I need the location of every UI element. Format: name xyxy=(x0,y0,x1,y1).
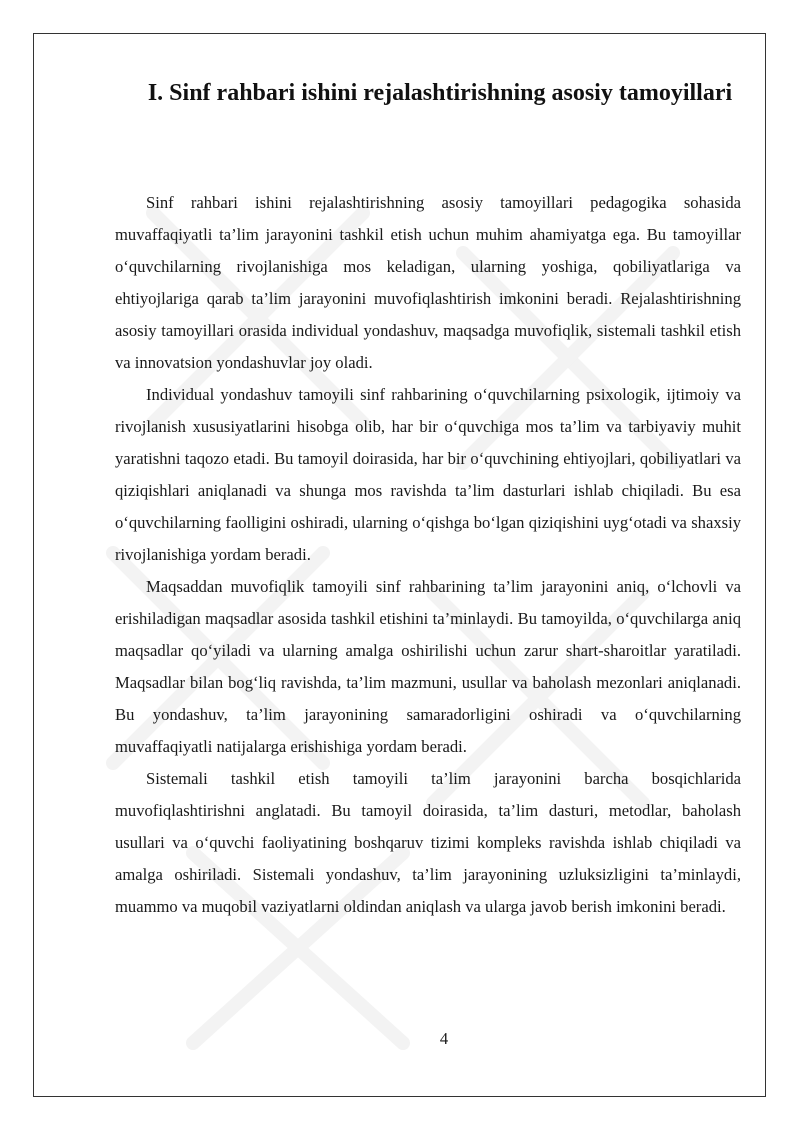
page-title: I. Sinf rahbari ishini rejalashtirishning asosiy tamoyillari xyxy=(147,80,733,106)
body-text xyxy=(115,187,741,923)
page-number: 4 xyxy=(439,1029,449,1048)
paragraph-individual-approach: Individual yondashuv tamoyili sinf rahbarining o‘quvchilarning psixologik, ijtimoiy va rivojlanish xususiyatlarini hisobga olib, har bir o‘quvchiga mos ta’lim va tarbiyaviy muhit yaratishni taqozo etadi. Bu tamoyil doirasida, har bir o‘quvchining ehtiyojlari, qobiliyatlari va qiziqishlari aniqlanadi va shunga mos ravishda ta’lim dasturlari ishlab chiqiladi. Bu esa o‘quvchilarning faolligini oshiradi, ularning o‘qishga bo‘lgan qiziqishini uyg‘otadi va shaxsiy rivojlanishiga yordam beradi. xyxy=(115,385,741,564)
paragraph-goal-alignment: Maqsaddan muvofiqlik tamoyili sinf rahbarining ta’lim jarayonini aniq, o‘lchovli va erishiladigan maqsadlar asosida tashkil etishini ta’minlaydi. Bu tamoyilda, o‘quvchilarga aniq maqsadlar qo‘yiladi va ularning amalga oshirilishi uchun zarur shart-sharoitlar yaratiladi. Maqsadlar bilan bog‘liq ravishda, ta’lim mazmuni, usullar va baholash mezonlari aniqlanadi. Bu yondashuv, ta’lim jarayonining samaradorligini oshiradi va o‘quvchilarning muvaffaqiyatli natijalarga erishishiga yordam beradi. xyxy=(115,577,741,756)
paragraph-intro: Sinf rahbari ishini rejalashtirishning asosiy tamoyillari pedagogika sohasida muvaffaqiyatli ta’lim jarayonini tashkil etish uchun muhim ahamiyatga ega. Bu tamoyillar o‘quvchilarning rivojlanishiga mos keladigan, ularning yoshiga, qobiliyatlariga va ehtiyojlariga qarab ta’lim jarayonini muvofiqlashtirish imkonini beradi. Rejalashtirishning asosiy tamoyillari orasida individual yondashuv, maqsadga muvofiqlik, sistemali tashkil etish va innovatsion yondashuvlar joy oladi. xyxy=(115,193,741,372)
paragraph-systematic-organization: Sistemali tashkil etish tamoyili ta’lim jarayonini barcha bosqichlarida muvofiqlashtirishni anglatadi. Bu tamoyil doirasida, ta’lim dasturi, metodlar, baholash usullari va o‘quvchi faoliyatining boshqaruv tizimi kompleks ravishda ishlab chiqiladi va amalga oshiriladi. Sistemali yondashuv, ta’lim jarayonining uzluksizligini ta’minlaydi, muammo va muqobil vaziyatlarni oldindan aniqlash va ularga javob berish imkonini beradi. xyxy=(115,769,741,916)
